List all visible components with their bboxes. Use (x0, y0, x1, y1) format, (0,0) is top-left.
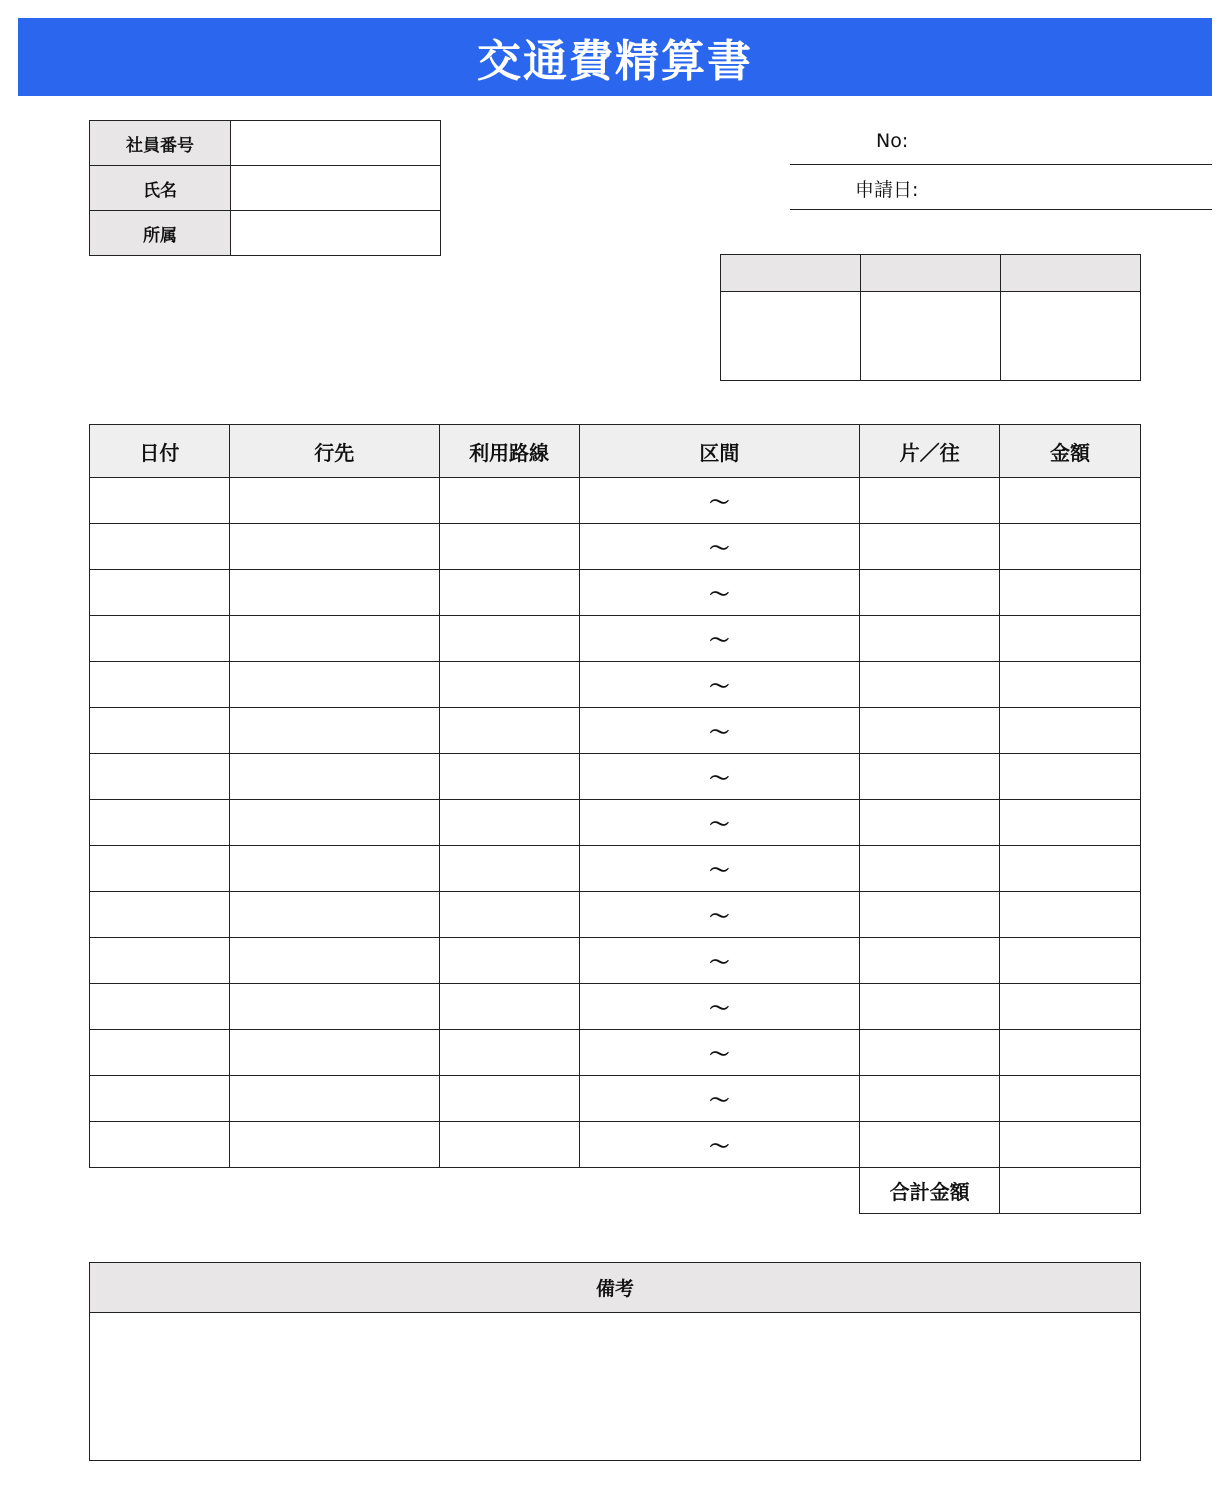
trip-type-field[interactable] (860, 1076, 1000, 1122)
route-field[interactable] (439, 892, 579, 938)
date-field[interactable] (90, 662, 230, 708)
section-field[interactable]: ～ (579, 570, 860, 616)
destination-field[interactable] (229, 478, 439, 524)
department-field[interactable] (231, 211, 441, 256)
section-field[interactable]: ～ (579, 1030, 860, 1076)
expense-row (90, 1030, 1141, 1076)
amount-field[interactable] (1000, 938, 1141, 984)
expense-row (90, 984, 1141, 1030)
section-field[interactable]: ～ (579, 1122, 860, 1168)
section-field[interactable]: ～ (579, 892, 860, 938)
destination-field[interactable] (229, 662, 439, 708)
route-field[interactable] (439, 938, 579, 984)
section-field[interactable]: ～ (579, 754, 860, 800)
expense-row (90, 1122, 1141, 1168)
expense-row (90, 708, 1141, 754)
destination-field[interactable] (229, 892, 439, 938)
route-field[interactable] (439, 754, 579, 800)
total-amount-label: 合計金額 (860, 1168, 1000, 1214)
expense-row (90, 662, 1141, 708)
amount-field[interactable] (1000, 800, 1141, 846)
amount-field[interactable] (1000, 1122, 1141, 1168)
destination-field[interactable] (229, 708, 439, 754)
trip-type-field[interactable] (860, 524, 1000, 570)
column-header-date: 日付 (90, 425, 230, 478)
section-field[interactable]: ～ (579, 938, 860, 984)
section-field[interactable]: ～ (579, 1076, 860, 1122)
route-field[interactable] (439, 984, 579, 1030)
expense-row (90, 754, 1141, 800)
section-field[interactable]: ～ (579, 984, 860, 1030)
amount-field[interactable] (1000, 708, 1141, 754)
document-number-label: No: (876, 130, 909, 152)
approval-header-2 (861, 255, 1001, 292)
date-field[interactable] (90, 570, 230, 616)
expense-row (90, 616, 1141, 662)
trip-type-field[interactable] (860, 616, 1000, 662)
employee-info-table (89, 120, 441, 256)
date-field[interactable] (90, 616, 230, 662)
route-field[interactable] (439, 524, 579, 570)
route-field[interactable] (439, 1030, 579, 1076)
trip-type-field[interactable] (860, 478, 1000, 524)
application-date-label: 申請日: (855, 179, 919, 201)
destination-field[interactable] (229, 1076, 439, 1122)
department-label: 所属 (90, 211, 231, 256)
trip-type-field[interactable] (860, 846, 1000, 892)
destination-field[interactable] (229, 616, 439, 662)
destination-field[interactable] (229, 938, 439, 984)
approval-stamp-table (720, 254, 1141, 381)
remarks-table (89, 1262, 1141, 1461)
amount-field[interactable] (1000, 524, 1141, 570)
destination-field[interactable] (229, 800, 439, 846)
route-field[interactable] (439, 800, 579, 846)
column-header-section: 区間 (579, 425, 860, 478)
route-field[interactable] (439, 1076, 579, 1122)
expense-row (90, 1076, 1141, 1122)
destination-field[interactable] (229, 846, 439, 892)
section-field[interactable]: ～ (579, 846, 860, 892)
application-date-line[interactable] (790, 165, 1212, 210)
document-number-line[interactable] (790, 120, 1212, 165)
column-header-route: 利用路線 (439, 425, 579, 478)
amount-field[interactable] (1000, 1076, 1141, 1122)
expense-row (90, 524, 1141, 570)
route-field[interactable] (439, 1122, 579, 1168)
date-field[interactable] (90, 754, 230, 800)
trip-type-field[interactable] (860, 1030, 1000, 1076)
section-field[interactable]: ～ (579, 662, 860, 708)
expense-row (90, 938, 1141, 984)
expense-row (90, 570, 1141, 616)
date-field[interactable] (90, 1122, 230, 1168)
expense-header-row (90, 425, 1141, 478)
amount-field[interactable] (1000, 616, 1141, 662)
route-field[interactable] (439, 708, 579, 754)
date-field[interactable] (90, 892, 230, 938)
destination-field[interactable] (229, 524, 439, 570)
trip-type-field[interactable] (860, 800, 1000, 846)
destination-field[interactable] (229, 570, 439, 616)
destination-field[interactable] (229, 754, 439, 800)
column-header-amount: 金額 (1000, 425, 1141, 478)
approval-header-3 (1001, 255, 1141, 292)
approval-header-1 (721, 255, 861, 292)
total-amount-field[interactable] (1000, 1168, 1141, 1214)
date-field[interactable] (90, 1076, 230, 1122)
section-field[interactable]: ～ (579, 616, 860, 662)
date-field[interactable] (90, 800, 230, 846)
document-title: 交通費精算書 (18, 18, 1212, 96)
date-field[interactable] (90, 938, 230, 984)
approval-stamp-3[interactable] (1001, 292, 1141, 381)
section-field[interactable]: ～ (579, 478, 860, 524)
expense-row (90, 892, 1141, 938)
trip-type-field[interactable] (860, 892, 1000, 938)
amount-field[interactable] (1000, 662, 1141, 708)
route-field[interactable] (439, 478, 579, 524)
date-field[interactable] (90, 478, 230, 524)
total-spacer (90, 1168, 860, 1214)
date-field[interactable] (90, 984, 230, 1030)
trip-type-field[interactable] (860, 662, 1000, 708)
trip-type-field[interactable] (860, 754, 1000, 800)
expense-row (90, 478, 1141, 524)
section-field[interactable]: ～ (579, 800, 860, 846)
total-row (90, 1168, 1141, 1214)
route-field[interactable] (439, 662, 579, 708)
amount-field[interactable] (1000, 1030, 1141, 1076)
date-field[interactable] (90, 1030, 230, 1076)
route-field[interactable] (439, 570, 579, 616)
date-field[interactable] (90, 708, 230, 754)
column-header-trip-type: 片／往 (860, 425, 1000, 478)
amount-field[interactable] (1000, 754, 1141, 800)
trip-type-field[interactable] (860, 570, 1000, 616)
trip-type-field[interactable] (860, 1122, 1000, 1168)
amount-field[interactable] (1000, 570, 1141, 616)
destination-field[interactable] (229, 1030, 439, 1076)
amount-field[interactable] (1000, 892, 1141, 938)
employee-id-label: 社員番号 (90, 121, 231, 166)
destination-field[interactable] (229, 1122, 439, 1168)
employee-name-label: 氏名 (90, 166, 231, 211)
section-field[interactable]: ～ (579, 708, 860, 754)
remarks-field[interactable] (90, 1313, 1141, 1461)
trip-type-field[interactable] (860, 984, 1000, 1030)
destination-field[interactable] (229, 984, 439, 1030)
amount-field[interactable] (1000, 846, 1141, 892)
route-field[interactable] (439, 846, 579, 892)
column-header-destination: 行先 (229, 425, 439, 478)
approval-stamp-1[interactable] (721, 292, 861, 381)
amount-field[interactable] (1000, 478, 1141, 524)
expense-row (90, 800, 1141, 846)
employee-row-id (90, 121, 441, 166)
section-field[interactable]: ～ (579, 524, 860, 570)
employee-name-field[interactable] (231, 166, 441, 211)
expense-table (89, 424, 1141, 1214)
approval-stamp-2[interactable] (861, 292, 1001, 381)
date-field[interactable] (90, 846, 230, 892)
employee-id-field[interactable] (231, 121, 441, 166)
employee-row-name (90, 166, 441, 211)
employee-row-dept (90, 211, 441, 256)
amount-field[interactable] (1000, 984, 1141, 1030)
trip-type-field[interactable] (860, 708, 1000, 754)
remarks-label: 備考 (90, 1263, 1141, 1313)
route-field[interactable] (439, 616, 579, 662)
date-field[interactable] (90, 524, 230, 570)
trip-type-field[interactable] (860, 938, 1000, 984)
expense-row (90, 846, 1141, 892)
